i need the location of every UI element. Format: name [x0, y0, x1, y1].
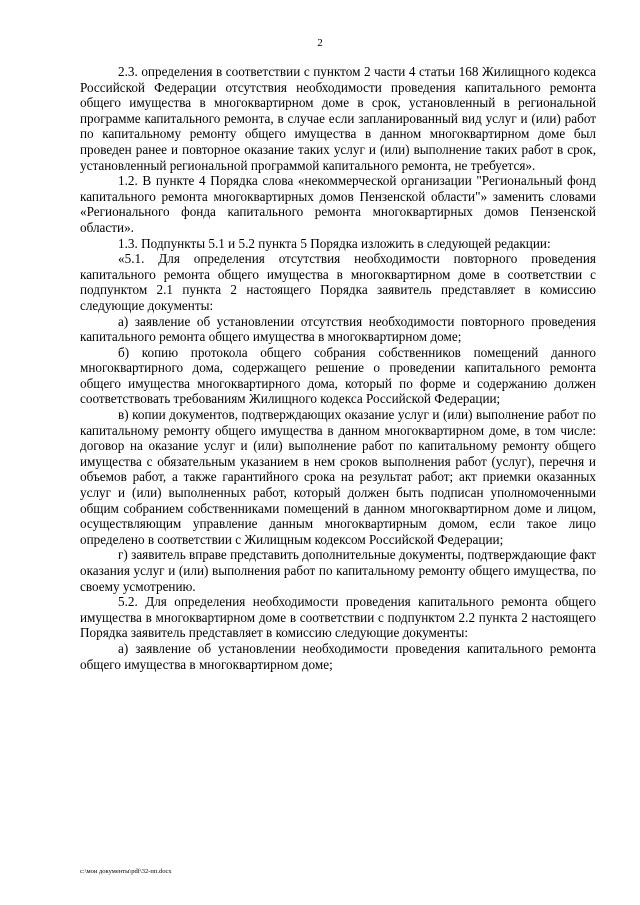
paragraph-5-1-g: г) заявитель вправе представить дополнительные документы, подтверждающие факт оказания услуг и (или) выполнения работ по капитальному ремонту общего имущества, по своему усмотрению.	[80, 547, 596, 594]
page-number: 2	[317, 37, 323, 49]
footer-file-path: c:\мои документы\pdf\32-пп.docx	[80, 868, 172, 875]
paragraph-5-1-v: в) копии документов, подтверждающих оказание услуг и (или) выполнение работ по капитальному ремонту общего имущества в данном многоквартирном доме, в том числе: договор на оказание услуг и (или) выполнение работ по капитальному ремонту общего имущества с обязательным указанием в нем сроков выполнения работ (услуг), перечня и объемов работ, а также гарантийного срока на результат работ; акт приемки оказанных услуг и (или) выполненных работ, который должен быть подписан уполномоченными общим собранием собственниками помещений в данном многоквартирном доме и лицом, осуществляющим управление данным многоквартирным домом, если такое лицо определено в соответствии с Жилищным кодексом Российской Федерации;	[80, 407, 596, 547]
paragraph-2-3: 2.3. определения в соответствии с пунктом 2 части 4 статьи 168 Жилищного кодекса Российской Федерации отсутствия необходимости проведения капитального ремонта общего имущества в многоквартирном доме в срок, установленный в региональной программе капитального ремонта, в случае если запланированный вид услуг и (или) работ по капитальному ремонту общего имущества в данном многоквартирном доме был проведен ранее и повторное оказание таких услуг и (или) выполнение таких работ в срок, установленный региональной программой капитального ремонта, не требуется».	[80, 64, 596, 173]
paragraph-5-1-b: б) копию протокола общего собрания собственников помещений данного многоквартирного дома, содержащего решение о проведении капитального ремонта общего имущества многоквартирного дома, который по форме и содержанию должен соответствовать требованиям Жилищного кодекса Российской Федерации;	[80, 344, 596, 407]
paragraph-1-2: 1.2. В пункте 4 Порядка слова «некоммерческой организации "Региональный фонд капитального ремонта многоквартирных домов Пензенской области"» заменить словами «Регионального фонда капитального ремонта многоквартирных домов Пензенской области».	[80, 173, 596, 235]
paragraph-1-3: 1.3. Подпункты 5.1 и 5.2 пункта 5 Порядка изложить в следующей редакции:	[118, 235, 551, 251]
paragraph-5-2-a: а) заявление об установлении необходимости проведения капитального ремонта общего имущества в многоквартирном доме;	[80, 640, 596, 672]
document-body	[80, 64, 596, 672]
paragraph-5-1: «5.1. Для определения отсутствия необходимости повторного проведения капитального ремонта общего имущества в многоквартирном доме в соответствии с подпунктом 2.1 пункта 2 настоящего Порядка заявитель представляет в комиссию следующие документы:	[80, 251, 596, 313]
paragraph-5-2: 5.2. Для определения необходимости проведения капитального ремонта общего имущества в многоквартирном доме в соответствии с подпунктом 2.2 пункта 2 настоящего Порядка заявитель представляет в комиссию следующие документы:	[80, 594, 596, 641]
paragraph-5-1-a: а) заявление об установлении отсутствия необходимости повторного проведения капитального ремонта общего имущества в многоквартирном доме;	[80, 313, 596, 345]
